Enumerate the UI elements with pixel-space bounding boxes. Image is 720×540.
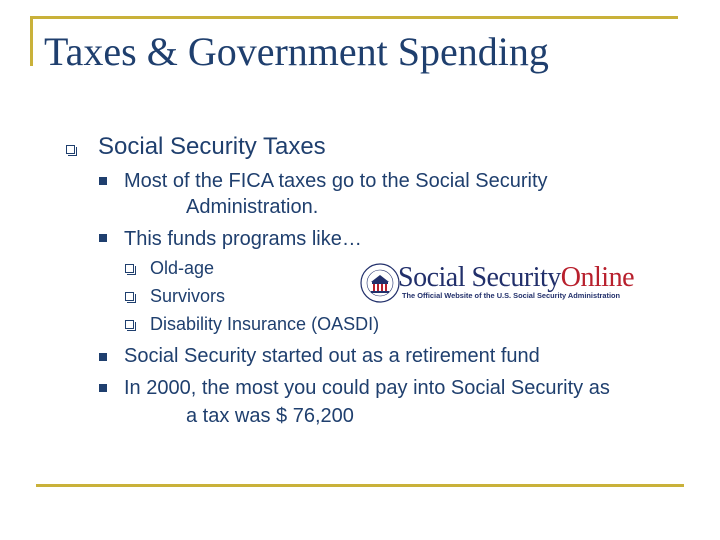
hollow-square-bullet-icon [125,292,134,301]
square-bullet-icon [99,353,107,361]
square-bullet-icon [99,177,107,185]
bullet-2000-max-line2: a tax was $ 76,200 [186,405,354,427]
bullet-fica-line1: Most of the FICA taxes go to the Social Security [124,170,548,192]
slide-title: Taxes & Government Spending [44,29,549,74]
logo-wordmark [398,262,634,294]
section-heading: Social Security Taxes [98,133,326,160]
frame-top-rule [30,16,678,19]
logo-tagline: The Official Website of the U.S. Social Security Administration [402,291,621,300]
square-bullet-icon [99,384,107,392]
ssa-seal-icon [360,262,400,304]
frame-bottom-rule [36,484,684,487]
program-survivors: Survivors [150,286,226,306]
social-security-online-logo [360,262,652,304]
hollow-square-bullet-icon [125,264,134,273]
bullet-retirement-fund: Social Security started out as a retirement fund [124,345,540,367]
bullet-2000-max-line1: In 2000, the most you could pay into Social Security as [124,377,610,399]
frame-left-rule [30,16,33,66]
bullet-funds-programs: This funds programs like… [124,228,362,250]
hollow-square-bullet-icon [66,145,75,154]
bullet-fica-line2: Administration. [186,196,319,218]
logo-wordmark-online: Online [560,262,635,293]
program-disability: Disability Insurance (OASDI) [150,314,380,334]
hollow-square-bullet-icon [125,320,134,329]
logo-wordmark-main: Social Security [398,262,561,293]
program-old-age: Old-age [150,258,215,278]
square-bullet-icon [99,234,107,242]
